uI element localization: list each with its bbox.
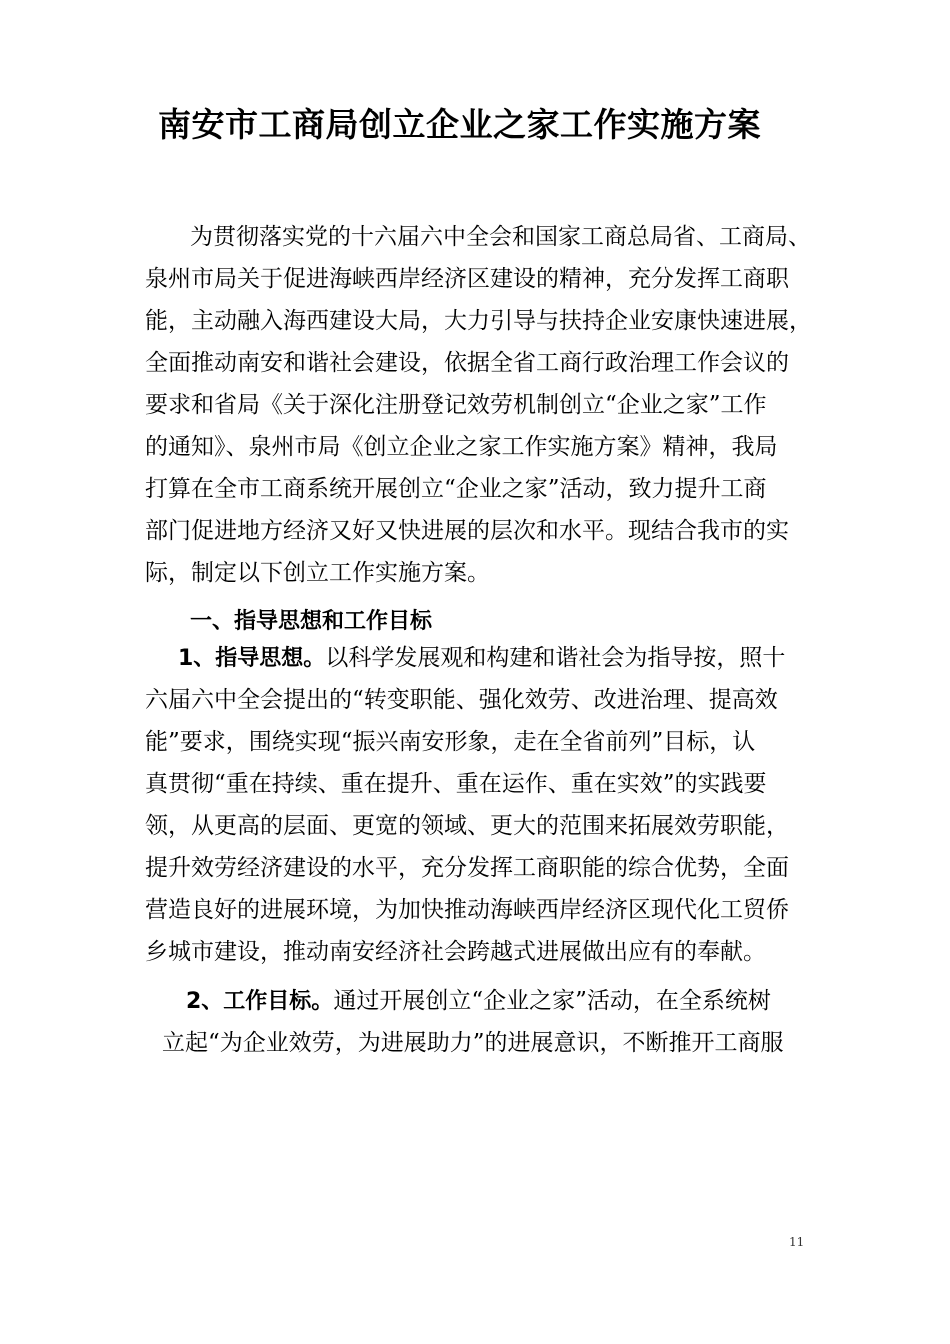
paragraph-line: 打算在全市工商系统开展创立“企业之家”活动，致力提升工商 [145, 476, 767, 502]
paragraph-line: 真贯彻“重在持续、重在提升、重在运作、重在实效”的实践要 [145, 771, 767, 797]
item-first-line [178, 641, 785, 676]
item-text: 以科学发展观和构建和谐社会为指导按，照十 [325, 645, 786, 671]
paragraph-line: 能”要求，围绕实现“振兴南安形象，走在全省前列”目标，认 [145, 729, 756, 755]
item-lead: 1、指导思想。 [178, 646, 326, 671]
item-first-line [186, 984, 771, 1019]
paragraph-line: 营造良好的进展环境，为加快推动海峡西岸经济区现代化工贸侨 [145, 897, 789, 923]
item-text: 通过开展创立“企业之家”活动，在全系统树 [333, 988, 771, 1014]
paragraph-line: 领，从更高的层面、更宽的领域、更大的范围来拓展效劳职能， [145, 813, 789, 839]
paragraph-line: 全面推动南安和谐社会建设，依据全省工商行政治理工作会议的 [145, 350, 789, 376]
item-lead: 2、工作目标。 [186, 989, 334, 1014]
paragraph-line: 际，制定以下创立工作实施方案。 [145, 560, 490, 586]
paragraph-line: 为贯彻落实党的十六届六中全会和国家工商总局省、工商局、 [190, 224, 811, 250]
paragraph-line: 泉州市局关于促进海峡西岸经济区建设的精神，充分发挥工商职 [145, 266, 789, 292]
paragraph-line: 乡城市建设，推动南安经济社会跨越式进展做出应有的奉献。 [145, 939, 766, 965]
paragraph-line: 立起“为企业效劳，为进展助力”的进展意识，不断推开工商服 [162, 1030, 784, 1056]
paragraph-line: 部门促进地方经济又好又快进展的层次和水平。现结合我市的实 [145, 518, 789, 544]
paragraph-line: 提升效劳经济建设的水平，充分发挥工商职能的综合优势，全面 [145, 855, 789, 881]
paragraph-line: 的通知》、泉州市局《创立企业之家工作实施方案》精神，我局 [145, 434, 778, 460]
paragraph-line: 要求和省局《关于深化注册登记效劳机制创立“企业之家”工作 [145, 392, 767, 418]
document-title: 南安市工商局创立企业之家工作实施方案 [158, 105, 761, 144]
section-heading: 一、指导思想和工作目标 [190, 609, 433, 634]
paragraph-line: 六届六中全会提出的“转变职能、强化效劳、改进治理、提高效 [145, 687, 778, 713]
page-number: 11 [789, 1235, 805, 1249]
paragraph-line: 能，主动融入海西建设大局，大力引导与扶持企业安康快速进展， [145, 308, 812, 334]
